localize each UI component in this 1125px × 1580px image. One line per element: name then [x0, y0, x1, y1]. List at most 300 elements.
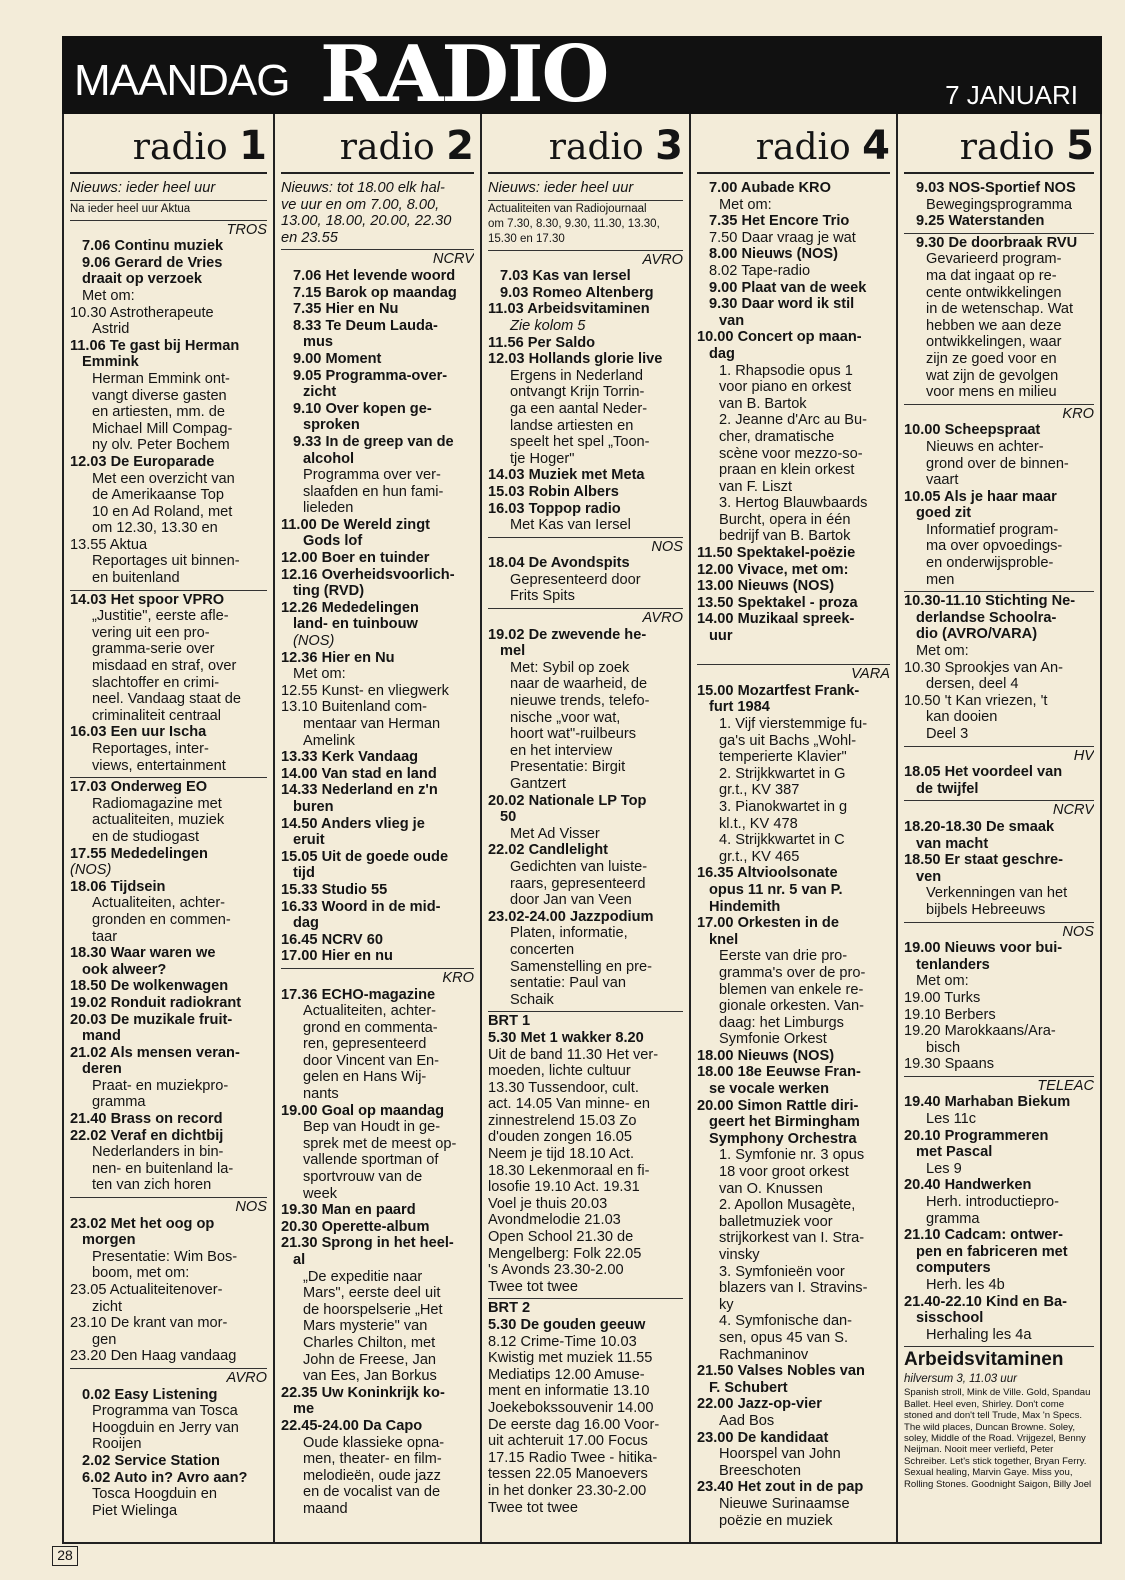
schedule-line: ment en informatie 13.10 [488, 1383, 650, 1400]
schedule-line: bisch [926, 1039, 961, 1056]
schedule-line: 2. Apollon Musagète, [719, 1197, 856, 1214]
schedule-line: Reportages, inter- [92, 741, 209, 757]
schedule-line: Zie kolom 5 [510, 317, 586, 334]
schedule-line: en 23.55 [281, 229, 338, 246]
schedule-line: 12.55 Kunst- en vliegwerk [281, 682, 449, 699]
schedule-line: scène voor mezzo-so- [719, 445, 863, 462]
schedule-line: men [926, 571, 955, 588]
schedule-line: in het donker 23.30-2.00 [488, 1482, 647, 1499]
schedule-line: gr.t., KV 387 [719, 782, 800, 799]
schedule-line: Nieuws: ieder heel uur [70, 180, 216, 196]
schedule-line: Voel je thuis 20.03 [488, 1195, 608, 1212]
column-radio-4 [689, 114, 896, 1544]
schedule-line: 7.06 Continu muziek [82, 238, 224, 255]
schedule-line: BRT 1 [488, 1011, 683, 1030]
schedule-line: 21.02 Als mensen veran- [70, 1044, 240, 1061]
schedule-line: morgen [82, 1232, 136, 1249]
schedule-line: 2. Jeanne d'Arc au Bu- [719, 412, 868, 429]
schedule-line: 13.30 Tussendoor, cult. [488, 1079, 639, 1096]
schedule-line: 6.02 Auto in? Avro aan? [82, 1469, 248, 1486]
schedule-line: ga's uit Bachs „Wohl- [719, 732, 857, 749]
schedule-line: Open School 21.30 de [488, 1229, 634, 1246]
schedule-line: 7.15 Barok op maandag [293, 284, 457, 301]
schedule-line: 17.15 Radio Twee - hitika- [488, 1449, 658, 1466]
schedule-line: 10.30-11.10 Stichting Ne- [904, 591, 1094, 610]
schedule-line: pen en fabriceren met [916, 1243, 1068, 1260]
schedule-line: knel [709, 931, 739, 948]
schedule-line: zicht [92, 1298, 123, 1315]
schedule-line: 16.33 Woord in de mid- [281, 898, 441, 915]
schedule-line: KRO [904, 404, 1094, 423]
schedule-line: de hoorspelserie „Het [303, 1301, 443, 1318]
schedule-line: 19.20 Marokkaans/Ara- [904, 1023, 1056, 1040]
schedule-line: praan en klein orkest [719, 462, 855, 479]
schedule-line: zijn ze goed voor en [926, 350, 1057, 367]
schedule-line: d'ouden zongen 16.05 [488, 1129, 632, 1146]
schedule-line: 7.35 Hier en Nu [293, 301, 399, 318]
schedule-line: kan dooien [926, 709, 998, 726]
schedule-line: Neem je tijd 18.10 Act. [488, 1146, 635, 1163]
schedule-line: gramma's over de pro- [719, 964, 866, 981]
schedule-line: mand [82, 1028, 121, 1045]
schedule-line: Verkenningen van het [926, 885, 1068, 902]
schedule-line: 14.00 Van stad en land [281, 765, 437, 782]
column-radio-2 [273, 114, 480, 1544]
schedule-line: Hindemith [709, 898, 781, 915]
schedule-line: Mars mysterie" van [303, 1318, 428, 1335]
schedule-line: 18.30 Lekenmoraal en fi- [488, 1162, 650, 1179]
schedule-line: act. 14.05 Van minne- en [488, 1096, 650, 1113]
schedule-line: Eerste van drie pro- [719, 948, 848, 965]
schedule-line: 16.03 Een uur Ischa [70, 724, 207, 741]
schedule-line: Arbeidsvitaminen [904, 1346, 1094, 1372]
schedule-line: 3. Symfonieën voor [719, 1263, 845, 1280]
schedule-line: voor piano en orkest [719, 379, 852, 396]
schedule-line: Gods lof [303, 533, 363, 550]
schedule-line: sisschool [916, 1310, 984, 1327]
schedule-line: 23.00 De kandidaat [697, 1429, 829, 1446]
schedule-line: gelen en Hans Wij- [303, 1069, 427, 1086]
schedule-line: poëzie en muziek [719, 1512, 833, 1529]
schedule-line: 13.00 Nieuws (NOS) [697, 578, 835, 595]
schedule-line: de twijfel [916, 780, 979, 797]
schedule-line: 12.26 Mededelingen [281, 599, 419, 616]
schedule-line: Tosca Hoogduin en [92, 1486, 217, 1503]
schedule-line: (NOS) [293, 633, 335, 650]
schedule-line: Presentatie: Birgit [510, 759, 626, 776]
schedule-line: 18.30 Waar waren we [70, 945, 216, 962]
schedule-line: 9.03 NOS-Sportief NOS [916, 180, 1076, 196]
schedule-line: en onderwijsproble- [926, 555, 1054, 572]
schedule-line: nische „voor wat, [510, 709, 621, 726]
schedule-line: 14.50 Anders vlieg je [281, 815, 425, 832]
schedule-line: zicht [303, 384, 337, 401]
schedule-line: Les 9 [926, 1160, 962, 1177]
schedule-line: Frits Spits [510, 588, 575, 605]
schedule-line: door Vincent van En- [303, 1052, 440, 1069]
schedule-line: door Jan van Veen [510, 892, 632, 909]
schedule-line: Programma van Tosca [92, 1403, 238, 1420]
schedule-line: 7.00 Aubade KRO [709, 180, 831, 196]
schedule-line: BRT 2 [488, 1298, 683, 1317]
schedule-line: alcohol [303, 450, 355, 467]
schedule-line: 1. Symfonie nr. 3 opus [719, 1147, 865, 1164]
schedule-line: Aad Bos [719, 1412, 775, 1429]
schedule-line: 22.02 Veraf en dichtbij [70, 1127, 224, 1144]
schedule-line: Met om: [293, 666, 346, 683]
schedule-line: Nieuws en achter- [926, 438, 1044, 455]
schedule-line: VARA [697, 664, 890, 683]
date-label: 7 JANUARI [945, 80, 1078, 110]
schedule-line: Platen, informatie, [510, 925, 628, 942]
schedule-line: Actualiteiten van Radiojournaal [488, 200, 683, 217]
schedule-line: 13.55 Aktua [70, 536, 148, 553]
schedule-line: gramma [926, 1210, 980, 1227]
schedule-line: ren, gepresenteerd [303, 1036, 427, 1053]
schedule-line: 9.00 Plaat van de week [709, 279, 867, 296]
schedule-line: Presentatie: Wim Bos- [92, 1248, 238, 1265]
schedule-line: 12.36 Hier en Nu [281, 649, 395, 666]
schedule-line: (NOS) [70, 862, 112, 879]
schedule-line: 12.03 Hollands glorie live [488, 351, 663, 368]
schedule-line: AVRO [488, 608, 683, 627]
schedule-line: grond en commenta- [303, 1019, 438, 1036]
schedule-line: 21.50 Valses Nobles van [697, 1363, 865, 1380]
schedule-line: wat zijn de gevolgen [926, 367, 1059, 384]
schedule-line: opus 11 nr. 5 van P. [709, 881, 843, 898]
schedule-line: 19.00 Goal op maandag [281, 1102, 445, 1119]
schedule-line: 9.30 Daar word ik stil [709, 296, 855, 313]
schedule-line: 23.10 De krant van mor- [70, 1315, 228, 1332]
schedule-line: 21.40-22.10 Kind en Ba- [904, 1293, 1068, 1310]
schedule-line: 9.06 Gerard de Vries [82, 254, 223, 271]
day-label: MAANDAG [74, 56, 290, 105]
schedule-line: 9.00 Moment [293, 350, 382, 367]
page [62, 29, 1102, 1544]
schedule-line: me [293, 1401, 315, 1418]
schedule-line: 9.25 Waterstanden [916, 213, 1045, 230]
schedule-line: 8.12 Crime-Time 10.03 [488, 1333, 637, 1350]
schedule-line: Ergens in Nederland [510, 367, 644, 384]
schedule-line: Mediatips 12.00 Amuse- [488, 1366, 645, 1383]
schedule-line: 18 voor groot orkest [719, 1164, 849, 1181]
schedule-line: Met Ad Visser [510, 825, 600, 842]
schedule-line: 8.33 Te Deum Lauda- [293, 317, 438, 334]
schedule-line: NOS [70, 1197, 267, 1216]
schedule-line: vallende sportman of [303, 1152, 439, 1169]
schedule-line: van Ees, Jan Borkus [303, 1368, 437, 1385]
schedule-line: 20.40 Handwerken [904, 1177, 1032, 1194]
schedule-line: 17.55 Mededelingen [70, 845, 208, 862]
column-radio-5 [896, 114, 1100, 1544]
schedule-line: Herh. les 4b [926, 1277, 1005, 1293]
schedule-line: Breeschoten [719, 1462, 801, 1479]
schedule-line: 19.02 Ronduit radiokrant [70, 994, 242, 1011]
schedule-line: nieuwe trends, telefo- [510, 693, 650, 710]
schedule-line: Nederlanders in bin- [92, 1144, 224, 1161]
schedule-line: Gepresenteerd door [510, 571, 641, 588]
schedule-line: 12.00 Boer en tuinder [281, 550, 430, 567]
schedule-line: 5.30 Met 1 wakker 8.20 [488, 1029, 644, 1046]
schedule-line: 18.00 18e Eeuwse Fran- [697, 1064, 861, 1081]
schedule-line: 17.00 Hier en nu [281, 948, 393, 965]
schedule-line: views, entertainment [92, 757, 226, 774]
schedule-line: mus [303, 334, 334, 351]
schedule-line: 15.03 Robin Albers [488, 483, 619, 500]
schedule-line: van macht [916, 835, 989, 852]
schedule-line: Schaik [510, 991, 554, 1008]
schedule-line: 5.30 De gouden geeuw [488, 1317, 646, 1333]
schedule-line: vinsky [719, 1247, 760, 1263]
schedule-line: 19.00 Nieuws voor bui- [904, 940, 1063, 957]
schedule-line: Amelink [303, 732, 355, 749]
schedule-line: 21.40 Brass on record [70, 1111, 223, 1128]
schedule-line: 18.00 Nieuws (NOS) [697, 1047, 835, 1064]
schedule-line: 9.05 Programma-over- [293, 367, 448, 384]
schedule-line: 9.30 De doorbraak RVU [904, 233, 1094, 252]
schedule-line: vangt diverse gasten [92, 387, 227, 404]
schedule-line: 22.00 Jazz-op-vier [697, 1396, 822, 1413]
schedule-line: sproken [303, 417, 360, 434]
schedule-line: 15.33 Studio 55 [281, 881, 388, 898]
schedule-line: lieleden [303, 500, 354, 517]
schedule-line: gen [92, 1331, 117, 1348]
schedule-line: Uit de band 11.30 Het ver- [488, 1046, 659, 1063]
schedule-line: 10.00 Scheepspraat [904, 422, 1041, 439]
schedule-line: gronden en commen- [92, 911, 231, 928]
schedule-line: 23.05 Actualiteitenover- [70, 1282, 223, 1298]
schedule-line: KRO [281, 968, 474, 987]
column-lines [70, 180, 267, 1519]
schedule-line: ma over opvoedings- [926, 538, 1063, 555]
schedule-line: 7.50 Daar vraag je wat [709, 229, 856, 246]
schedule-line: uit achteruit 17.00 Focus [488, 1433, 648, 1450]
schedule-line: Symfonie Orkest [719, 1031, 827, 1048]
schedule-line: al [293, 1252, 306, 1268]
schedule-line: NCRV [904, 800, 1094, 819]
schedule-line: grond over de binnen- [926, 455, 1069, 472]
schedule-line: balletmuziek voor [719, 1213, 833, 1230]
schedule-line: 14.03 Muziek met Meta [488, 467, 645, 484]
schedule-line: mel [500, 643, 526, 660]
schedule-line: Met om: [82, 287, 135, 304]
schedule-line: 19.10 Berbers [904, 1006, 996, 1023]
schedule-line: sen, opus 45 van S. [719, 1329, 848, 1346]
schedule-line: 7.03 Kas van Iersel [500, 268, 631, 285]
schedule-line: 23.02 Met het oog op [70, 1215, 215, 1232]
schedule-line: 18.06 Tijdsein [70, 878, 166, 895]
schedule-line: 9.03 Romeo Altenberg [500, 284, 654, 301]
schedule-line: 22.45-24.00 Da Capo [281, 1417, 423, 1434]
schedule-line: Bep van Houdt in ge- [303, 1119, 441, 1136]
schedule-line: 1. Rhapsodie opus 1 [719, 362, 853, 379]
schedule-columns [62, 114, 1102, 1544]
schedule-line: Gantzert [510, 776, 566, 792]
schedule-line: Informatief program- [926, 521, 1059, 538]
schedule-line: ve uur en om 7.00, 8.00, [281, 196, 440, 213]
column-lines [281, 180, 474, 1518]
schedule-line: boom, met om: [92, 1265, 190, 1282]
schedule-line: Michael Mill Compag- [92, 420, 233, 437]
schedule-line: dag [709, 345, 735, 362]
schedule-line: 4. Strijkkwartet in C [719, 832, 845, 849]
schedule-line: John de Freese, Jan [303, 1351, 437, 1368]
schedule-line: en het interview [510, 742, 613, 759]
column-radio-1 [64, 114, 273, 1544]
schedule-line: 7.35 Het Encore Trio [709, 213, 850, 230]
schedule-line: moeden, lichte cultuur [488, 1063, 631, 1080]
schedule-line: ny olv. Peter Bochem [92, 437, 230, 454]
schedule-line [697, 645, 890, 662]
schedule-line: 10.30 Astrotherapeute [70, 304, 214, 321]
schedule-line: 19.00 Turks [904, 989, 981, 1006]
schedule-line: 10.00 Concert op maan- [697, 329, 862, 346]
schedule-line: furt 1984 [709, 699, 770, 716]
schedule-line: Rooijen [92, 1436, 142, 1453]
schedule-line: Avondmelodie 21.03 [488, 1212, 621, 1229]
schedule-line: AVRO [488, 250, 683, 269]
schedule-line: Na ieder heel uur Aktua [70, 200, 267, 217]
schedule-line: Joekebokssouvenir 14.00 [488, 1399, 654, 1416]
schedule-line: Gevarieerd program- [926, 251, 1062, 268]
schedule-line: TELEAC [904, 1076, 1094, 1095]
schedule-line: 3. Pianokwartet in g [719, 798, 848, 815]
schedule-line: 13.00, 18.00, 20.00, 22.30 [281, 213, 452, 230]
schedule-line: Astrid [92, 321, 130, 338]
schedule-line: Piet Wielinga [92, 1502, 178, 1519]
schedule-line: computers [916, 1260, 991, 1277]
schedule-line: vering uit een pro- [92, 624, 210, 641]
schedule-line: 16.35 Altvioolsonate [697, 865, 838, 882]
schedule-line: bijbels Hebreeuws [926, 901, 1046, 918]
schedule-line: Met om: [916, 643, 969, 660]
column-radio-3 [480, 114, 689, 1544]
schedule-line: en de vocalist van de [303, 1484, 441, 1501]
column-title: radio 1 [70, 114, 267, 174]
schedule-line: 's Avonds 23.30-2.00 [488, 1262, 624, 1279]
schedule-line: tje Hoger" [510, 450, 575, 467]
schedule-line: 13.33 Kerk Vandaag [281, 749, 419, 766]
schedule-line: Actualiteiten, achter- [303, 1003, 437, 1020]
schedule-line: blemen van enkele re- [719, 981, 864, 998]
schedule-line: Charles Chilton, met [303, 1334, 436, 1351]
schedule-line: 14.00 Muzikaal spreek- [697, 611, 855, 628]
schedule-line: Emmink [82, 354, 139, 371]
schedule-line: om 7.30, 8.30, 9.30, 11.30, 13.30, [488, 217, 660, 230]
schedule-line: tijd [293, 865, 315, 882]
schedule-line: Burcht, opera in één [719, 511, 851, 528]
schedule-line: dag [293, 915, 319, 932]
schedule-line: vaart [926, 472, 959, 489]
schedule-line: ontwikkelingen, waar [926, 334, 1062, 351]
schedule-line: 11.50 Spektakel-poëzie [697, 545, 856, 562]
schedule-line: cher, dramatische [719, 428, 835, 445]
schedule-line: 19.30 Man en paard [281, 1202, 416, 1219]
schedule-line: Oude klassieke opna- [303, 1434, 445, 1451]
schedule-line: sprek met de meest op- [303, 1135, 457, 1152]
schedule-line: ky [719, 1296, 734, 1313]
schedule-line: ten van zich horen [92, 1177, 212, 1194]
schedule-line: ontvangt Krijn Torrin- [510, 384, 645, 401]
schedule-line: 10.50 't Kan vriezen, 't [904, 692, 1048, 709]
schedule-line: Actualiteiten, achter- [92, 895, 226, 912]
schedule-line: 14.33 Nederland en z'n [281, 782, 438, 799]
schedule-line: 18.05 Het voordeel van [904, 764, 1063, 781]
column-title: radio 5 [904, 114, 1094, 174]
schedule-line: 10 en Ad Roland, met [92, 503, 233, 520]
schedule-line: 18.50 Er staat geschre- [904, 852, 1063, 869]
schedule-line: 12.16 Overheidsvoorlich- [281, 566, 455, 583]
schedule-line: zinnestrelend 15.03 Zo [488, 1112, 637, 1129]
schedule-line: goed zit [916, 505, 972, 522]
schedule-line: Met om: [719, 196, 772, 213]
schedule-line: 9.33 In de greep van de [293, 433, 454, 450]
page-number: 28 [52, 1546, 78, 1566]
schedule-line: AVRO [70, 1368, 267, 1387]
schedule-line: Symphony Orchestra [709, 1130, 857, 1147]
schedule-line: naar de waarheid, de [510, 676, 648, 693]
schedule-line: slaafden en hun fami- [303, 483, 444, 500]
schedule-line: NOS [904, 922, 1094, 941]
schedule-line: Reportages uit binnen- [92, 553, 240, 570]
schedule-line: en de studiogast [92, 828, 200, 845]
schedule-line: 20.03 De muzikale fruit- [70, 1011, 233, 1028]
column-lines [697, 180, 890, 1529]
schedule-line: 7.06 Het levende woord [293, 267, 456, 284]
schedule-line: cente ontwikkelingen [926, 284, 1062, 301]
schedule-line: hebben we aan deze [926, 317, 1062, 334]
schedule-line: ook alweer? [82, 961, 167, 978]
schedule-line: mentaar van Herman [303, 716, 441, 732]
schedule-line: 23.40 Het zout in de pap [697, 1479, 864, 1496]
schedule-line: Kwistig met muziek 11.55 [488, 1350, 653, 1367]
schedule-line: 0.02 Easy Listening [82, 1386, 218, 1403]
schedule-line: landse artiesten en [510, 417, 634, 434]
schedule-line: land- en tuinbouw [293, 616, 418, 633]
schedule-line: 11.56 Per Saldo [488, 334, 596, 351]
schedule-line: 13.50 Spektakel - proza [697, 594, 858, 611]
schedule-line: nants [303, 1086, 339, 1103]
schedule-line: uur [709, 628, 733, 645]
schedule-line: Rachmaninov [719, 1346, 809, 1363]
schedule-line: 11.00 De Wereld zingt [281, 516, 430, 533]
schedule-line: van F. Liszt [719, 478, 792, 495]
schedule-line: criminaliteit centraal [92, 707, 221, 724]
schedule-line: Mengelberg: Folk 22.05 [488, 1245, 642, 1262]
schedule-line: men, theater- en film- [303, 1451, 442, 1468]
schedule-line: daag: het Limburgs [719, 1014, 844, 1031]
schedule-line: 19.02 De zwevende he- [488, 626, 647, 643]
schedule-line: Les 11c [926, 1111, 977, 1128]
schedule-line: 10.05 Als je haar maar [904, 488, 1057, 505]
schedule-line: Met een overzicht van [92, 470, 235, 487]
schedule-line: gramma [92, 1094, 146, 1111]
schedule-line: 18.04 De Avondspits [488, 555, 630, 572]
schedule-line: Herhaling les 4a [926, 1326, 1032, 1343]
schedule-line: 20.10 Programmeren [904, 1127, 1049, 1144]
schedule-line: Gedichten van luiste- [510, 858, 648, 875]
schedule-line: 11.03 Arbeidsvitaminen [488, 301, 650, 318]
schedule-line: 18.50 De wolkenwagen [70, 978, 229, 995]
schedule-line: 20.30 Operette-album [281, 1218, 430, 1235]
schedule-line: 19.30 Spaans [904, 1056, 995, 1073]
schedule-line: buren [293, 798, 334, 815]
schedule-line: 22.35 Uw Koninkrijk ko- [281, 1384, 445, 1401]
column-title: radio 3 [488, 114, 683, 174]
schedule-line: hoort wat"-ruilbeurs [510, 726, 637, 743]
schedule-line: Herman Emmink ont- [92, 370, 230, 387]
schedule-line: Nieuws: ieder heel uur [488, 180, 634, 196]
